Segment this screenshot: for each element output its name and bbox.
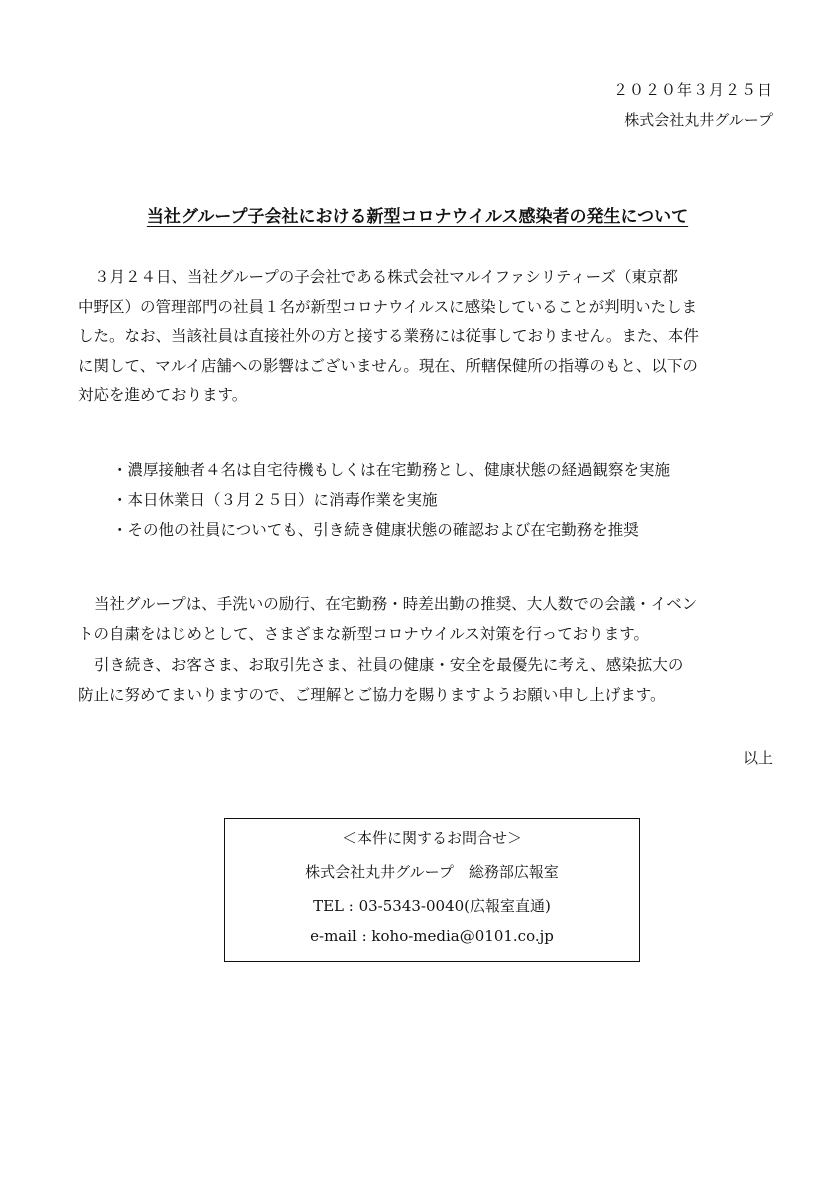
issuer-company: 株式会社丸井グループ [624,111,773,129]
list-item: ・その他の社員についても、引き続き健康状態の確認および在宅勤務を推奨 [112,521,639,539]
request-paragraph [78,651,778,710]
list-item: ・本日休業日（３月２５日）に消毒作業を実施 [112,491,438,509]
measures-paragraph [78,590,778,649]
list-item: ・濃厚接触者４名は自宅待機もしくは在宅勤務とし、健康状態の経過観察を実施 [112,461,671,479]
measures-line: 当社グループは、手洗いの励行、在宅勤務・時差出勤の推奨、大人数での会議・イベン [94,595,698,613]
closing-mark: 以上 [742,749,773,767]
response-list [112,455,670,545]
document-title [0,202,835,227]
intro-line: ３月２４日、当社グループの子会社である株式会社マルイファシリティーズ（東京都 [94,268,678,286]
intro-line: 対応を進めております。 [78,386,248,405]
contact-heading: ＜本件に関するお問合せ＞ [341,829,522,847]
contact-box [224,818,640,962]
measures-line: トの自粛をはじめとして、さまざまな新型コロナウイルス対策を行っております。 [78,624,650,643]
request-line: 防止に努めてまいりますので、ご理解とご協力を賜りますようお願い申し上げます。 [78,685,666,704]
document-date: ２０２０年３月２５日 [612,81,773,99]
intro-paragraph [78,263,778,411]
intro-line: 中野区）の管理部門の社員１名が新型コロナウイルスに感染していることが判明いたしま [78,297,698,316]
contact-department: 株式会社丸井グループ 総務部広報室 [305,863,559,881]
request-line: 引き続き、お客さま、お取引先さま、社員の健康・安全を最優先に考え、感染拡大の [94,656,684,674]
contact-tel: TEL : 03-5343-0040(広報室直通) [313,897,551,915]
contact-email: e-mail : koho-media@0101.co.jp [310,927,554,945]
document-title-text: 当社グループ子会社における新型コロナウイルス感染者の発生について [146,207,689,227]
intro-line: に関して、マルイ店舗への影響はございません。現在、所轄保健所の指導のもと、以下の [78,356,698,375]
intro-line: した。なお、当該社員は直接社外の方と接する業務には従事しておりません。また、本件 [78,327,699,346]
